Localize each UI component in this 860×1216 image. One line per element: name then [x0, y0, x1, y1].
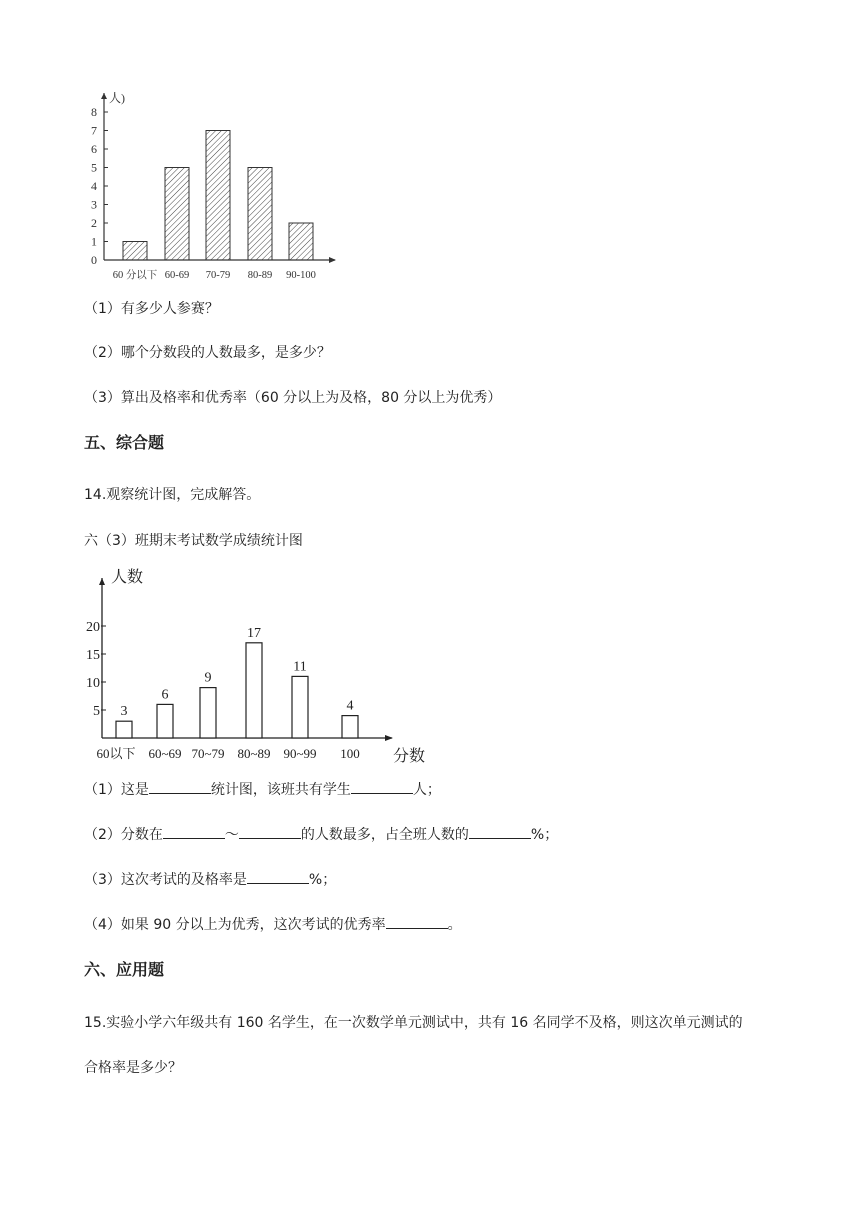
x-axis-arrow	[385, 735, 393, 741]
data-label: 9	[204, 670, 212, 686]
answer-blank[interactable]	[247, 869, 309, 884]
y-tick-label: 3	[91, 197, 97, 212]
q13-item-3: （3）算出及格率和优秀率（60 分以上为及格，80 分以上为优秀）	[84, 390, 502, 406]
q14-item-1-text-a: （1）这是	[84, 782, 149, 798]
y-tick-label: 0	[91, 253, 97, 267]
data-label: 11	[293, 659, 307, 675]
q15-line-1: 15.实验小学六年级共有 160 名学生，在一次数学单元测试中，共有 16 名同学不及格，则这次单元测试的	[84, 1015, 743, 1031]
y-tick-label: 20	[86, 620, 100, 635]
y-tick-label: 8	[91, 105, 97, 119]
y-tick-label: 4	[91, 179, 97, 193]
data-label: 3	[120, 704, 128, 720]
y-axis-arrow	[101, 93, 107, 99]
q14-item-3	[84, 869, 336, 890]
q14-intro: 14.观察统计图，完成解答。	[84, 487, 261, 503]
bar	[246, 643, 262, 738]
q14-item-4-text-b: 。	[447, 917, 462, 933]
x-tick-label: 100	[340, 746, 360, 761]
q14-item-2-text-b: ～	[224, 827, 239, 843]
answer-blank[interactable]	[149, 779, 211, 794]
q14-item-1-text-b: 统计图，该班共有学生	[210, 782, 351, 798]
bar	[123, 242, 147, 261]
answer-blank[interactable]	[163, 824, 225, 839]
bar	[292, 676, 308, 738]
x-tick-label: 60 分以下	[112, 270, 158, 281]
x-tick-label: 70~79	[191, 746, 225, 761]
answer-blank[interactable]	[469, 824, 531, 839]
bar	[342, 716, 358, 738]
x-tick-label: 70-79	[205, 270, 231, 281]
data-label: 17	[247, 625, 261, 641]
y-tick-label: 5	[91, 160, 97, 175]
q14-item-1-text-c: 人；	[412, 782, 441, 798]
y-axis-label: 人数	[111, 569, 144, 586]
q14-item-3-text-a: （3）这次考试的及格率是	[84, 872, 247, 888]
q13-item-1: （1）有多少人参赛？	[84, 301, 219, 317]
bar	[289, 223, 313, 260]
bar	[200, 688, 216, 738]
answer-blank[interactable]	[386, 914, 448, 929]
y-tick-label: 5	[93, 704, 100, 719]
bar	[206, 131, 230, 261]
x-tick-label: 80-89	[247, 270, 273, 281]
answer-blank[interactable]	[239, 824, 301, 839]
q14-item-2-text-a: （2）分数在	[84, 827, 163, 843]
x-tick-label: 60-69	[164, 270, 190, 281]
chart-2	[80, 560, 430, 770]
q14-chart-caption: 六（3）班期末考试数学成绩统计图	[84, 533, 303, 549]
q13-item-2: （2）哪个分数段的人数最多，是多少？	[84, 345, 331, 361]
x-tick-label: 80~89	[237, 746, 271, 761]
y-tick-label: 10	[86, 676, 100, 691]
x-tick-label: 60以下	[96, 746, 136, 761]
q14-item-1	[84, 779, 441, 800]
y-tick-label: 6	[91, 142, 97, 156]
section-6-title: 六、应用题	[84, 960, 165, 979]
q14-item-2-text-d: %；	[530, 827, 559, 843]
bar	[116, 721, 132, 738]
q14-item-4-text-a: （4）如果 90 分以上为优秀，这次考试的优秀率	[84, 917, 386, 933]
x-tick-label: 60~69	[148, 746, 182, 761]
y-tick-label: 2	[91, 216, 97, 230]
chart-1	[80, 85, 360, 290]
y-tick-label: 15	[86, 648, 100, 663]
y-axis-label: 人)	[109, 91, 125, 105]
x-axis-arrow	[329, 257, 336, 263]
answer-blank[interactable]	[351, 779, 413, 794]
bar	[248, 168, 272, 261]
x-tick-label: 90~99	[283, 746, 317, 761]
q14-item-4	[84, 914, 462, 935]
x-tick-label: 90-100	[286, 270, 316, 281]
y-tick-label: 7	[91, 123, 97, 138]
q14-item-3-text-b: %；	[308, 872, 337, 888]
y-axis-arrow	[99, 578, 105, 585]
q14-item-2	[84, 824, 558, 845]
data-label: 6	[161, 687, 169, 703]
q15-line-2: 合格率是多少？	[84, 1060, 182, 1076]
x-axis-label: 分数	[393, 748, 426, 765]
data-label: 4	[346, 698, 354, 714]
bar	[165, 168, 189, 261]
y-tick-label: 1	[91, 234, 97, 249]
bar	[157, 704, 173, 738]
q14-item-2-text-c: 的人数最多，占全班人数的	[300, 827, 469, 843]
section-5-title: 五、综合题	[84, 433, 165, 452]
